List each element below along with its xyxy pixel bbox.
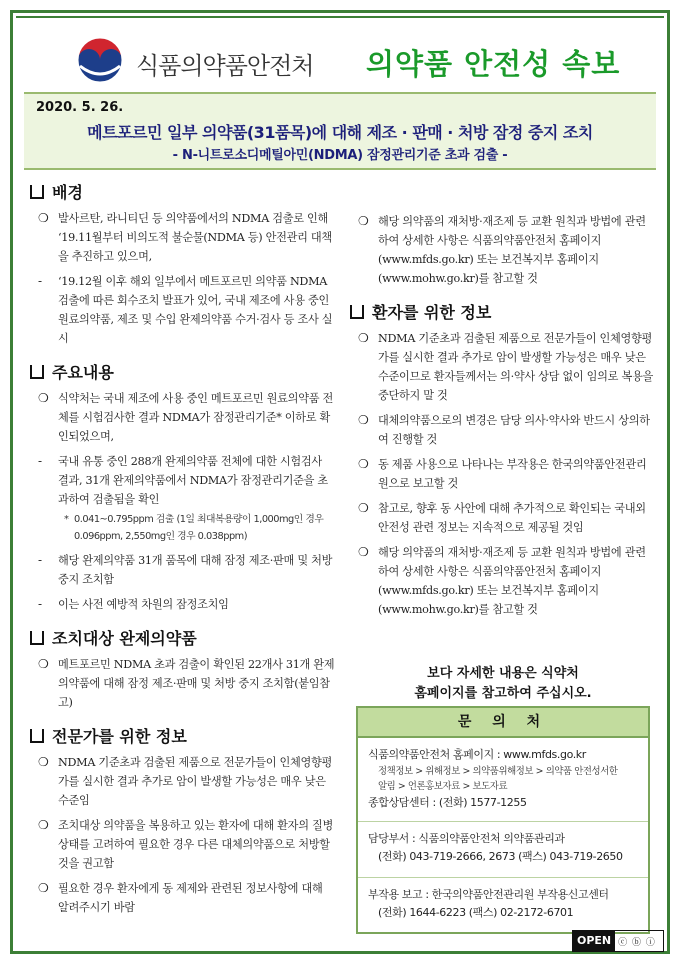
list-item: ❍ 동 제품 사용으로 나타나는 부작용은 한국의약품안전관리원으로 보고할 것 (358, 457, 647, 490)
list-item: - 해당 완제의약품 31개 품목에 대해 잠정 제조·판매 및 처방 중지 조치함 (38, 553, 333, 586)
checkbox-square-icon (30, 185, 44, 199)
list-item: ❍ 해당 의약품의 재처방·재조제 등 교환 원칙과 방법에 관련하여 상세한 사항은 식품의약품안전처 홈페이지(www.mfds.go.kr) 또는 보건복지부 홈페이지(www.mohw.go.kr)를 참고할 것 (358, 545, 646, 616)
footnote: * 0.041~0.795ppm 검출 (1일 최대복용량이 1,000mg인 경우 0.096ppm, 2,550mg인 경우 0.038ppm) (64, 514, 324, 542)
list-item: ❍ 식약처는 국내 제조에 사용 중인 메트포르민 원료의약품 전체를 시험검사한 결과 NDMA가 잠정관리기준* 이하로 확인되었으며, (38, 391, 333, 443)
section-heading-target: 조치대상 완제의약품 (30, 626, 335, 649)
website-line[interactable]: 식품의약품안전처 홈페이지 : www.mfds.go.kr (368, 748, 586, 761)
list-item: ❍ 대체의약품으로의 변경은 담당 의사·약사와 반드시 상의하여 진행할 것 (358, 413, 650, 446)
section-heading-background: 배경 (30, 180, 335, 203)
list-item: ❍ NDMA 기준초과 검출된 제품으로 전문가들이 인체영향평가를 실시한 결과 추가로 암이 발생할 가능성은 매우 낮은 수준임 (38, 755, 333, 807)
right-column (350, 212, 655, 625)
call-center: 종합상담센터 : (전화) 1577-1255 (368, 796, 527, 809)
open-label: OPEN (573, 931, 615, 951)
contact-box (356, 706, 650, 934)
list-item: ❍ 메트포르민 NDMA 초과 검출이 확인된 22개사 31개 완제의약품에 대해 잠정 제조·판매 및 처방 중지 조치함(붙임참고) (38, 657, 335, 709)
header (24, 22, 656, 90)
release-date: 2020. 5. 26. (36, 100, 124, 115)
contact-dept-block (358, 822, 648, 878)
section-heading-experts: 전문가를 위한 정보 (30, 724, 335, 747)
checkbox-square-icon (30, 365, 44, 379)
section-heading-main-content: 주요내용 (30, 360, 335, 383)
list-item: ❍ 해당 의약품의 재처방·재조제 등 교환 원칙과 방법에 관련하여 상세한 사항은 식품의약품안전처 홈페이지(www.mfds.go.kr) 또는 보건복지부 홈페이지(www.mohw.go.kr)를 참고할 것 (358, 214, 646, 285)
left-column (30, 180, 335, 923)
menu-path-2: 알림 > 언론홍보자료 > 보도자료 (378, 781, 508, 792)
list-item: ❍ 발사르탄, 라니티딘 등 의약품에서의 NDMA 검출로 인해 ‘19.11월부터 비의도적 불순물(NDMA 등) 안전관리 대책을 추진하고 있으며, (38, 211, 332, 263)
report-phone: (전화) 1644-6223 (팩스) 02-2172-6701 (378, 906, 574, 919)
contact-heading: 문 의 처 (358, 708, 648, 738)
menu-path-1: 정책정보 > 위해정보 > 의약품위해정보 > 의약품 안전성서한 (378, 766, 618, 777)
section-heading-patients: 환자를 위한 정보 (350, 300, 655, 323)
license-symbols: ⓒ ⓑ ⓘ (618, 937, 656, 948)
title-panel (24, 92, 656, 170)
more-info-notice: 보다 자세한 내용은 식약처 홈페이지를 참고하여 주십시오. (414, 666, 592, 701)
report-line: 부작용 보고 : 한국의약품안전관리원 부작용신고센터 (368, 888, 609, 901)
list-item: - ‘19.12월 이후 해외 일부에서 메트포르민 의약품 NDMA 검출에 따른 회수조치 발표가 있어, 국내 제조에 사용 중인 원료의약품, 제조 및 수입 완제의약품 수거·검사 등 조사 실시 (38, 274, 333, 345)
list-item: - 국내 유통 중인 288개 완제의약품 전체에 대한 시험검사 결과, 31개 완제의약품에서 NDMA가 잠정관리기준을 초과하여 검출됨을 확인 (38, 454, 328, 506)
sub-title: - N-니트로소디메틸아민(NDMA) 잠정관리기준 초과 검출 - (172, 148, 508, 163)
checkbox-square-icon (30, 729, 44, 743)
checkbox-square-icon (350, 305, 364, 319)
list-item: ❍ 필요한 경우 환자에게 동 제제와 관련된 정보사항에 대해 알려주시기 바람 (38, 881, 323, 914)
main-title: 메트포르민 일부 의약품(31품목)에 대해 제조 · 판매 · 처방 잠정 중지 조치 (87, 123, 593, 142)
agency-name: 식품의약품안전처 (136, 52, 314, 80)
contact-website-block (358, 738, 648, 822)
contact-report-block (358, 878, 648, 922)
top-rule (16, 16, 664, 18)
dept-phone: (전화) 043-719-2666, 2673 (팩스) 043-719-2650 (378, 850, 623, 863)
open-license-badge (572, 930, 664, 952)
bulletin-title: 의약품 안전성 속보 (366, 47, 621, 81)
dept-line: 담당부서 : 식품의약품안전처 의약품관리과 (368, 832, 565, 845)
list-item: ❍ NDMA 기준초과 검출된 제품으로 전문가들이 인체영향평가를 실시한 결과 추가로 암이 발생할 가능성은 매우 낮은 수준이므로 환자들께서는 의·약사 상담 없이 임의로 복용을 중단하지 말 것 (358, 331, 653, 402)
list-item: ❍ 참고로, 향후 동 사안에 대해 추가적으로 확인되는 국내외 안전성 관련 정보는 지속적으로 제공될 것임 (358, 501, 646, 534)
list-item: - 이는 사전 예방적 차원의 잠정조치임 (38, 597, 229, 611)
government-emblem-icon (76, 36, 124, 84)
list-item: ❍ 조치대상 의약품을 복용하고 있는 환자에 대해 환자의 질병 상태를 고려하여 필요한 경우 다른 대체의약품으로 처방할 것을 권고함 (38, 818, 333, 870)
checkbox-square-icon (30, 631, 44, 645)
